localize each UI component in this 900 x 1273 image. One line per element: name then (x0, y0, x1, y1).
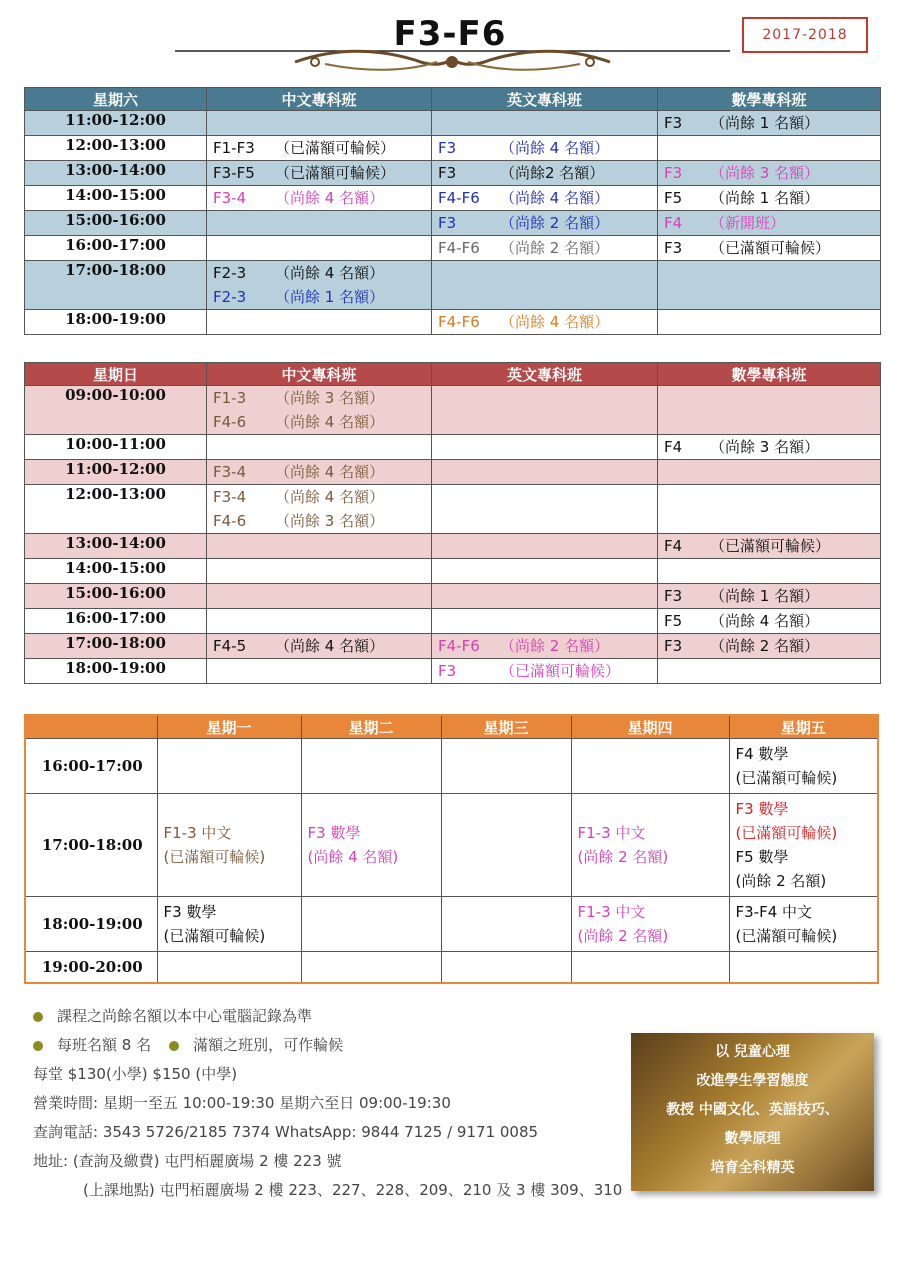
weekday-class-cell (571, 739, 729, 794)
time-slot: 17:00-18:00 (25, 634, 207, 659)
class-code: F4-6 (213, 512, 247, 530)
time-slot: 16:00-17:00 (25, 236, 207, 261)
class-status: （尚餘 4 名額） (500, 189, 610, 207)
class-status: （尚餘 4 名額） (500, 313, 610, 331)
weekday-class-cell (571, 952, 729, 984)
class-cell-chi (207, 609, 432, 634)
class-code: F4 (664, 214, 683, 232)
class-cell-math (658, 584, 881, 609)
note-fees: 每堂 $130(小學) $150 (中學) (33, 1065, 238, 1083)
class-entry: F1-3 中文 (163, 824, 232, 842)
class-code: F3 (664, 164, 683, 182)
table-row (25, 485, 881, 534)
class-code: F2-3 (213, 264, 247, 282)
header-chinese: 中文專科班 (207, 88, 432, 111)
class-cell-math (658, 186, 881, 211)
class-cell-eng (432, 136, 658, 161)
class-cell-math (658, 435, 881, 460)
class-cell-chi (207, 186, 432, 211)
class-status: （已滿額可輪候） (500, 662, 621, 680)
weekday-schedule-table (24, 714, 879, 984)
class-entry (213, 161, 425, 185)
weekday-class-cell (301, 739, 441, 794)
weekday-class-cell (729, 739, 878, 794)
bullet-icon (33, 1012, 43, 1022)
motto-line: 改進學生學習態度 (696, 1073, 809, 1089)
class-entry (438, 161, 651, 185)
class-status: （已滿額可輪候） (710, 239, 831, 257)
weekday-class-cell (157, 739, 301, 794)
time-slot: 19:00-20:00 (25, 952, 157, 984)
class-status: （尚餘 2 名額） (710, 637, 820, 655)
class-cell-eng (432, 111, 658, 136)
class-entry (664, 609, 874, 633)
time-slot: 14:00-15:00 (25, 559, 207, 584)
table-row (25, 186, 881, 211)
class-cell-eng (432, 485, 658, 534)
time-slot: 17:00-18:00 (25, 794, 157, 897)
class-code: F1-F3 (213, 139, 255, 157)
saturday-schedule-table (24, 87, 881, 335)
class-entry (664, 186, 874, 210)
weekday-class-cell (157, 794, 301, 897)
class-cell-eng (432, 609, 658, 634)
weekday-class-cell (157, 897, 301, 952)
class-entry (213, 261, 425, 285)
header-wednesday: 星期三 (441, 715, 571, 739)
motto-line: 數學原理 (724, 1131, 781, 1147)
class-entry (213, 285, 425, 309)
class-code: F4-F6 (438, 637, 480, 655)
table-row (25, 261, 881, 310)
class-cell-math (658, 634, 881, 659)
table-row (25, 211, 881, 236)
class-cell-eng (432, 559, 658, 584)
time-slot: 13:00-14:00 (25, 534, 207, 559)
class-code: F4-F6 (438, 239, 480, 257)
motto-box (631, 1033, 874, 1191)
class-cell-math (658, 211, 881, 236)
class-code: F2-3 (213, 288, 247, 306)
table-row (25, 534, 881, 559)
note-waitlist: 滿額之班別，可作輪候 (193, 1036, 344, 1054)
class-code: F3 (664, 239, 683, 257)
class-cell-math (658, 659, 881, 684)
table-row (25, 659, 881, 684)
class-status: （尚餘 1 名額） (710, 587, 820, 605)
class-status: （尚餘 4 名額） (275, 189, 385, 207)
sunday-schedule-table (24, 362, 881, 684)
class-cell-math (658, 485, 881, 534)
class-code: F3-4 (213, 488, 247, 506)
motto-line: 以 兒童心理 (715, 1044, 790, 1060)
class-cell-math (658, 460, 881, 485)
table-row (25, 559, 881, 584)
class-entry (438, 634, 651, 658)
header-friday: 星期五 (729, 715, 878, 739)
time-slot: 11:00-12:00 (25, 111, 207, 136)
class-status: （已滿額可輪候） (275, 164, 396, 182)
header-math: 數學專科班 (658, 88, 881, 111)
table-row (25, 161, 881, 186)
header-thursday: 星期四 (571, 715, 729, 739)
class-status: （尚餘 1 名額） (710, 189, 820, 207)
class-entry: F3 數學 (163, 903, 217, 921)
class-cell-eng (432, 211, 658, 236)
weekday-class-cell (441, 952, 571, 984)
motto-line: 培育全科精英 (710, 1160, 795, 1176)
weekday-class-cell (571, 897, 729, 952)
class-entry (213, 485, 425, 509)
class-cell-eng (432, 659, 658, 684)
class-code: F3 (664, 114, 683, 132)
class-cell-math (658, 136, 881, 161)
notes-section (33, 1002, 622, 1205)
class-entry (438, 236, 651, 260)
class-status: （尚餘 2 名額） (500, 239, 610, 257)
class-cell-chi (207, 161, 432, 186)
class-cell-eng (432, 310, 658, 335)
table-row (25, 634, 881, 659)
class-entry: F1-3 中文 (577, 824, 646, 842)
class-entry: F3 數學 (307, 824, 361, 842)
header-monday: 星期一 (157, 715, 301, 739)
weekday-class-cell (729, 952, 878, 984)
table-row (25, 236, 881, 261)
class-entry (438, 310, 651, 334)
class-cell-chi (207, 386, 432, 435)
class-status: （尚餘 2 名額） (500, 214, 610, 232)
note-phone: 查詢電話: 3543 5726/2185 7374 WhatsApp: 9844 7125 / 9171 0085 (33, 1123, 539, 1141)
header-time (25, 715, 157, 739)
class-cell-math (658, 559, 881, 584)
time-slot: 18:00-19:00 (25, 897, 157, 952)
class-cell-eng (432, 460, 658, 485)
class-cell-math (658, 161, 881, 186)
class-cell-chi (207, 261, 432, 310)
class-status: （尚餘 4 名額） (275, 264, 385, 282)
class-status: （尚餘 4 名額） (275, 463, 385, 481)
note-quota-record: 課程之尚餘名額以本中心電腦記錄為準 (57, 1007, 313, 1025)
motto-line: 教授 中國文化、英語技巧、 (666, 1102, 839, 1118)
weekday-class-cell (301, 952, 441, 984)
class-cell-chi (207, 435, 432, 460)
bullet-icon (169, 1041, 179, 1051)
header-tuesday: 星期二 (301, 715, 441, 739)
header-math: 數學專科班 (658, 363, 881, 386)
weekday-class-cell (571, 794, 729, 897)
year-badge: 2017-2018 (742, 17, 868, 53)
table-row (25, 794, 878, 897)
class-entry: (尚餘 2 名額) (577, 927, 669, 945)
class-code: F3 (664, 587, 683, 605)
class-status: （尚餘 4 名額） (275, 413, 385, 431)
class-code: F3-4 (213, 189, 247, 207)
weekday-class-cell (441, 897, 571, 952)
class-entry (438, 186, 651, 210)
class-cell-chi (207, 559, 432, 584)
class-cell-math (658, 534, 881, 559)
class-entry: (尚餘 4 名額) (307, 848, 399, 866)
time-slot: 12:00-13:00 (25, 136, 207, 161)
class-cell-chi (207, 111, 432, 136)
class-cell-eng (432, 236, 658, 261)
class-code: F3 (438, 662, 457, 680)
class-code: F5 (664, 189, 683, 207)
time-slot: 12:00-13:00 (25, 485, 207, 534)
class-cell-eng (432, 186, 658, 211)
time-slot: 15:00-16:00 (25, 584, 207, 609)
class-status: （尚餘 1 名額） (275, 288, 385, 306)
time-slot: 16:00-17:00 (25, 609, 207, 634)
page-title: F3-F6 (393, 14, 507, 54)
weekday-class-cell (441, 739, 571, 794)
time-slot: 13:00-14:00 (25, 161, 207, 186)
table-row (25, 386, 881, 435)
class-entry (438, 136, 651, 160)
class-entry (664, 534, 874, 558)
class-status: （尚餘 3 名額） (710, 164, 820, 182)
class-code: F5 (664, 612, 683, 630)
class-entry (438, 211, 651, 235)
class-status: （尚餘 4 名額） (275, 637, 385, 655)
time-slot: 11:00-12:00 (25, 460, 207, 485)
class-entry (438, 659, 651, 683)
class-entry: (已滿額可輪候) (735, 824, 838, 842)
class-code: F4-F6 (438, 189, 480, 207)
class-entry (664, 211, 874, 235)
class-entry (664, 584, 874, 608)
table-row (25, 609, 881, 634)
time-slot: 15:00-16:00 (25, 211, 207, 236)
class-code: F4-6 (213, 413, 247, 431)
class-code: F1-3 (213, 389, 247, 407)
table-row (25, 897, 878, 952)
class-entry: (已滿額可輪候) (735, 927, 838, 945)
class-entry: F5 數學 (735, 848, 789, 866)
class-entry: (尚餘 2 名額) (577, 848, 669, 866)
class-entry: F3-F4 中文 (735, 903, 813, 921)
time-slot: 18:00-19:00 (25, 310, 207, 335)
class-code: F4 (664, 438, 683, 456)
table-row (25, 136, 881, 161)
time-slot: 09:00-10:00 (25, 386, 207, 435)
class-cell-eng (432, 386, 658, 435)
class-cell-eng (432, 534, 658, 559)
class-cell-math (658, 310, 881, 335)
class-cell-chi (207, 584, 432, 609)
class-entry: F1-3 中文 (577, 903, 646, 921)
class-entry (664, 634, 874, 658)
ornament-divider (175, 40, 730, 78)
class-cell-chi (207, 634, 432, 659)
class-cell-math (658, 236, 881, 261)
class-code: F4-F6 (438, 313, 480, 331)
class-code: F3-F5 (213, 164, 255, 182)
class-entry (664, 111, 874, 135)
class-entry (664, 435, 874, 459)
class-entry (213, 509, 425, 533)
class-status: （尚餘 3 名額） (275, 389, 385, 407)
note-address-enquiry: 地址: (查詢及繳費) 屯門栢麗廣場 2 樓 223 號 (33, 1152, 342, 1170)
class-entry (213, 136, 425, 160)
time-slot: 18:00-19:00 (25, 659, 207, 684)
time-slot: 17:00-18:00 (25, 261, 207, 310)
class-status: （尚餘 3 名額） (710, 438, 820, 456)
time-slot: 14:00-15:00 (25, 186, 207, 211)
class-status: （尚餘 1 名額） (710, 114, 820, 132)
class-cell-math (658, 609, 881, 634)
class-cell-math (658, 386, 881, 435)
class-cell-eng (432, 261, 658, 310)
class-cell-eng (432, 161, 658, 186)
class-entry (664, 236, 874, 260)
class-cell-chi (207, 310, 432, 335)
class-entry (213, 386, 425, 410)
class-cell-eng (432, 435, 658, 460)
class-status: （尚餘 4 名額） (275, 488, 385, 506)
class-cell-chi (207, 211, 432, 236)
weekday-class-cell (729, 897, 878, 952)
class-code: F3 (438, 164, 457, 182)
weekday-class-cell (301, 794, 441, 897)
class-status: （尚餘2 名額） (500, 164, 605, 182)
class-code: F3 (438, 214, 457, 232)
time-slot: 16:00-17:00 (25, 739, 157, 794)
class-status: （尚餘 2 名額） (500, 637, 610, 655)
class-cell-chi (207, 534, 432, 559)
class-status: （已滿額可輪候） (275, 139, 396, 157)
class-entry: F3 數學 (735, 800, 789, 818)
bullet-icon (33, 1041, 43, 1051)
table-row (25, 460, 881, 485)
note-class-size: 每班名額 8 名 (57, 1036, 152, 1054)
time-slot: 10:00-11:00 (25, 435, 207, 460)
weekday-class-cell (301, 897, 441, 952)
class-status: （尚餘 4 名額） (710, 612, 820, 630)
weekday-class-cell (441, 794, 571, 897)
class-code: F3 (438, 139, 457, 157)
header-english: 英文專科班 (432, 88, 658, 111)
class-status: （已滿額可輪候） (710, 537, 831, 555)
class-entry (213, 186, 425, 210)
header-sunday: 星期日 (25, 363, 207, 386)
table-row (25, 584, 881, 609)
class-entry: (已滿額可輪候) (163, 927, 266, 945)
class-code: F4 (664, 537, 683, 555)
note-hours: 營業時間: 星期一至五 10:00-19:30 星期六至日 09:00-19:30 (33, 1094, 451, 1112)
class-code: F3 (664, 637, 683, 655)
class-status: （尚餘 4 名額） (500, 139, 610, 157)
class-entry (664, 161, 874, 185)
class-cell-math (658, 111, 881, 136)
class-cell-chi (207, 485, 432, 534)
class-cell-chi (207, 659, 432, 684)
weekday-class-cell (157, 952, 301, 984)
note-address-classroom: (上課地點) 屯門栢麗廣場 2 樓 223、227、228、209、210 及 3 樓 309、310 (83, 1181, 623, 1199)
header-saturday: 星期六 (25, 88, 207, 111)
class-entry: (已滿額可輪候) (163, 848, 266, 866)
class-status: （新開班） (710, 214, 786, 232)
class-code: F4-5 (213, 637, 247, 655)
header-chinese: 中文專科班 (207, 363, 432, 386)
class-cell-chi (207, 236, 432, 261)
class-status: （尚餘 3 名額） (275, 512, 385, 530)
header-english: 英文專科班 (432, 363, 658, 386)
class-entry (213, 410, 425, 434)
class-cell-eng (432, 584, 658, 609)
class-cell-chi (207, 136, 432, 161)
table-row (25, 310, 881, 335)
weekday-class-cell (729, 794, 878, 897)
class-entry: F4 數學 (735, 745, 789, 763)
table-row (25, 435, 881, 460)
class-cell-math (658, 261, 881, 310)
table-row (25, 739, 878, 794)
class-entry (213, 634, 425, 658)
class-entry (213, 460, 425, 484)
class-entry: (尚餘 2 名額) (735, 872, 827, 890)
class-code: F3-4 (213, 463, 247, 481)
table-row (25, 111, 881, 136)
table-row (25, 952, 878, 984)
class-cell-eng (432, 634, 658, 659)
class-entry: (已滿額可輪候) (735, 769, 838, 787)
class-cell-chi (207, 460, 432, 485)
